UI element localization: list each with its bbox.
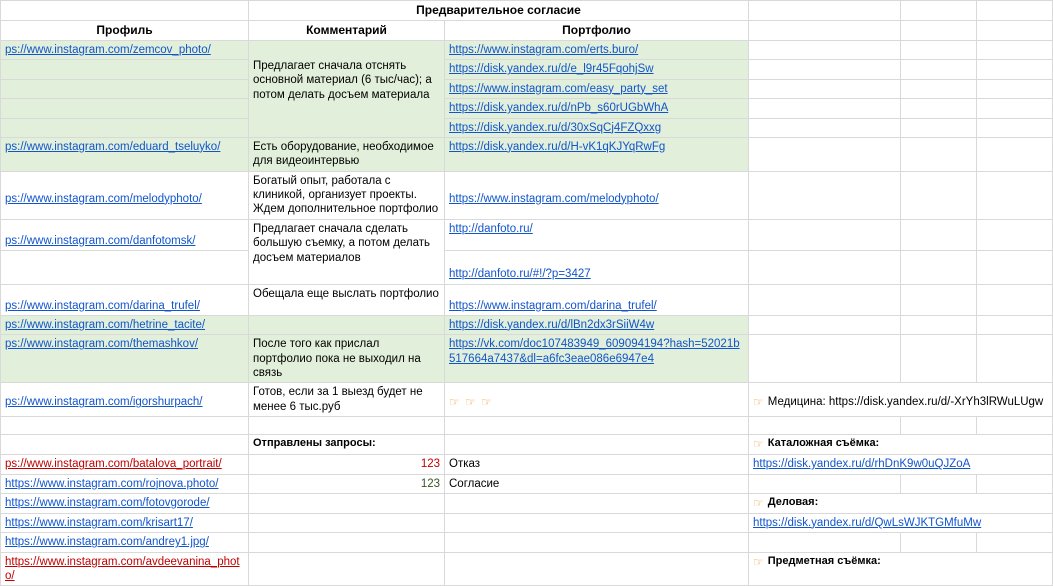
empty-cell[interactable] (749, 335, 901, 383)
empty-cell[interactable] (977, 284, 1053, 315)
status-cell[interactable]: Отказ (445, 455, 749, 474)
table-row (1, 137, 1053, 171)
note-text: Медицина: https://disk.yandex.ru/d/-XrYh3lRWuLUgw (767, 396, 1044, 409)
empty-cell[interactable] (1, 417, 249, 435)
profile-link[interactable]: ps://www.instagram.com/hetrine_tacite/ (5, 318, 206, 331)
empty-cell[interactable] (445, 435, 749, 455)
comment-text: Предлагает сначала сделать большую съемку, а потом делать досъем материалов (253, 222, 431, 264)
table-row (1, 219, 1053, 250)
profile-cell[interactable] (1, 79, 249, 98)
portfolio-link[interactable]: http://danfoto.ru/ (449, 222, 533, 235)
empty-cell[interactable] (977, 171, 1053, 219)
hand-pointer-icon: ☞ (753, 554, 765, 569)
portfolio-cell[interactable] (445, 219, 749, 250)
profile-link[interactable]: https://www.instagram.com/andrey1.jpg/ (5, 536, 209, 549)
category-cell[interactable] (749, 493, 1053, 513)
comment-cell[interactable] (249, 171, 445, 219)
comment-text: Обещала еще выслать портфолио (253, 287, 439, 300)
header-portfolio: Портфолио (445, 21, 749, 41)
empty-cell[interactable] (749, 60, 901, 79)
empty-cell[interactable] (749, 284, 901, 315)
portfolio-link[interactable]: https://www.instagram.com/darina_trufel/ (449, 299, 657, 312)
profile-link[interactable]: ps://www.instagram.com/eduard_tseluyko/ (5, 140, 221, 153)
empty-cell[interactable] (977, 118, 1053, 137)
hand-pointer-icon: ☞ (753, 495, 765, 510)
profile-cell[interactable] (1, 41, 249, 60)
empty-cell[interactable] (977, 474, 1053, 493)
profile-cell[interactable] (1, 533, 249, 552)
spacer-row (1, 417, 1053, 435)
empty-cell[interactable] (977, 417, 1053, 435)
empty-cell[interactable] (901, 1, 977, 21)
comment-cell[interactable] (249, 137, 445, 171)
profile-link[interactable]: https://www.instagram.com/krisart17/ (5, 516, 193, 529)
profile-cell[interactable] (1, 493, 249, 513)
profile-link[interactable]: ps://www.instagram.com/themashkov/ (5, 338, 199, 351)
status-cell[interactable] (445, 533, 749, 552)
empty-cell[interactable] (901, 315, 977, 334)
portfolio-cell[interactable] (445, 99, 749, 118)
category-link[interactable]: https://disk.yandex.ru/d/rhDnK9w0uQJZoA (753, 458, 971, 471)
banner-title: Предварительное согласие (249, 1, 749, 21)
number-cell[interactable] (249, 552, 445, 586)
comment-text: После того как прислал портфолио пока не выходил на связь (253, 338, 421, 379)
number-cell[interactable] (249, 513, 445, 532)
profile-link[interactable]: ps://www.instagram.com/melodyphoto/ (5, 192, 202, 205)
empty-cell[interactable] (749, 474, 901, 493)
list-item (1, 493, 1053, 513)
empty-cell[interactable] (445, 417, 749, 435)
profile-cell[interactable] (1, 455, 249, 474)
category-label: Каталожная съёмка: (767, 437, 880, 450)
empty-cell[interactable] (901, 60, 977, 79)
empty-cell[interactable] (977, 1, 1053, 21)
table-row (1, 118, 1053, 137)
comment-cell[interactable] (249, 315, 445, 334)
empty-cell[interactable] (749, 219, 901, 250)
table-row (1, 335, 1053, 383)
profile-cell[interactable] (1, 137, 249, 171)
number-cell[interactable]: 123 (249, 474, 445, 493)
empty-cell[interactable] (977, 41, 1053, 60)
profile-cell[interactable] (1, 474, 249, 493)
header-comment: Комментарий (249, 21, 445, 41)
empty-cell[interactable] (749, 21, 901, 41)
portfolio-cell[interactable] (445, 118, 749, 137)
empty-cell[interactable] (977, 219, 1053, 250)
profile-cell[interactable] (1, 219, 249, 250)
requests-label-row (1, 435, 1053, 455)
empty-cell[interactable] (1, 1, 249, 21)
column-header-row (1, 21, 1053, 41)
empty-cell[interactable] (749, 137, 901, 171)
empty-cell[interactable] (977, 99, 1053, 118)
empty-cell[interactable] (749, 251, 901, 284)
category-label: Деловая: (767, 495, 819, 508)
category-link-cell[interactable] (749, 455, 1053, 474)
profile-cell[interactable] (1, 284, 249, 315)
comment-cell[interactable] (249, 284, 445, 315)
empty-cell[interactable] (977, 533, 1053, 552)
profile-link[interactable]: https://www.instagram.com/avdeevanina_photo/ (5, 555, 240, 582)
empty-cell[interactable] (977, 137, 1053, 171)
empty-cell[interactable] (901, 251, 977, 284)
profile-cell[interactable] (1, 60, 249, 79)
portfolio-link[interactable]: http://danfoto.ru/#!/?p=3427 (449, 268, 591, 281)
empty-cell[interactable] (749, 171, 901, 219)
portfolio-cell[interactable] (445, 251, 749, 284)
empty-cell[interactable] (749, 99, 901, 118)
empty-cell[interactable] (901, 533, 977, 552)
portfolio-cell[interactable] (445, 315, 749, 334)
empty-cell[interactable] (977, 60, 1053, 79)
profile-cell[interactable] (1, 251, 249, 284)
portfolio-cell[interactable] (445, 41, 749, 60)
portfolio-link[interactable]: https://vk.com/doc107483949_609094194?hash=52021b517664a7437&dl=a6fc3eae086e6947e4 (449, 338, 740, 365)
portfolio-link[interactable]: https://www.instagram.com/erts.buro/ (449, 44, 639, 56)
status-cell[interactable] (445, 513, 749, 532)
empty-cell[interactable] (977, 21, 1053, 41)
empty-cell[interactable] (901, 284, 977, 315)
portfolio-cell[interactable] (445, 137, 749, 171)
empty-cell[interactable] (749, 79, 901, 98)
table-row (1, 251, 1053, 284)
empty-cell[interactable] (1, 435, 249, 455)
portfolio-link[interactable]: https://disk.yandex.ru/d/nPb_s60rUGbWhA (449, 102, 669, 115)
empty-cell[interactable] (901, 137, 977, 171)
profile-cell[interactable] (1, 552, 249, 586)
empty-cell[interactable] (249, 417, 445, 435)
profile-cell[interactable] (1, 335, 249, 383)
portfolio-cell[interactable] (445, 335, 749, 383)
table-row (1, 41, 1053, 60)
empty-cell[interactable] (901, 219, 977, 250)
profile-link[interactable]: ps://www.instagram.com/danfotomsk/ (5, 234, 196, 247)
portfolio-link[interactable]: https://www.instagram.com/melodyphoto/ (449, 192, 659, 205)
profile-link[interactable]: ps://www.instagram.com/igorshurpach/ (5, 396, 203, 409)
list-item (1, 513, 1053, 532)
list-item (1, 455, 1053, 474)
portfolio-link[interactable]: https://disk.yandex.ru/d/30xSqCj4FZQxxg (449, 121, 662, 134)
portfolio-link[interactable]: https://disk.yandex.ru/d/lBn2dx3rSiiW4w (449, 318, 655, 331)
table-row (1, 171, 1053, 219)
table-row (1, 383, 1053, 417)
comment-cell[interactable] (249, 41, 445, 138)
empty-cell[interactable] (901, 41, 977, 60)
category-link-cell[interactable] (749, 513, 1053, 532)
list-item (1, 533, 1053, 552)
profile-link[interactable]: https://www.instagram.com/fotovgorode/ (5, 496, 210, 509)
profile-cell[interactable] (1, 315, 249, 334)
profile-link[interactable]: ps://www.instagram.com/batalova_portrait/ (5, 458, 222, 471)
profile-cell[interactable] (1, 171, 249, 219)
empty-cell[interactable] (901, 335, 977, 383)
number-cell[interactable] (249, 533, 445, 552)
comment-cell[interactable] (249, 219, 445, 284)
empty-cell[interactable] (901, 417, 977, 435)
profile-link[interactable]: https://www.instagram.com/rojnova.photo/ (5, 477, 219, 490)
hand-pointer-icon: ☞ (753, 395, 765, 410)
empty-cell[interactable] (977, 335, 1053, 383)
empty-cell[interactable] (901, 99, 977, 118)
empty-cell[interactable] (749, 533, 901, 552)
portfolio-cell[interactable] (445, 60, 749, 79)
empty-cell[interactable] (901, 118, 977, 137)
portfolio-cell[interactable] (445, 383, 749, 417)
empty-cell[interactable] (749, 118, 901, 137)
header-profile: Профиль (1, 21, 249, 41)
category-label: Предметная съёмка: (767, 554, 881, 567)
comment-cell[interactable] (249, 383, 445, 417)
table-row (1, 79, 1053, 98)
profile-cell[interactable] (1, 513, 249, 532)
profile-link[interactable]: ps://www.instagram.com/zemcov_photo/ (5, 44, 211, 56)
empty-cell[interactable] (901, 171, 977, 219)
empty-cell[interactable] (977, 251, 1053, 284)
banner-row (1, 1, 1053, 21)
note-cell[interactable] (749, 383, 1053, 417)
portfolio-link[interactable]: https://disk.yandex.ru/d/H-vK1qKJYqRwFg (449, 140, 666, 153)
category-link[interactable]: https://disk.yandex.ru/d/QwLsWJKTGMfuMw (753, 516, 982, 529)
status-cell[interactable] (445, 552, 749, 586)
table-row (1, 284, 1053, 315)
table-row (1, 99, 1053, 118)
comment-cell[interactable] (249, 335, 445, 383)
category-cell[interactable] (749, 552, 1053, 586)
number-cell[interactable]: 123 (249, 455, 445, 474)
comment-text: Готов, если за 1 выезд будет не менее 6 тыс.руб (253, 386, 423, 413)
status-cell[interactable]: Согласие (445, 474, 749, 493)
list-item (1, 552, 1053, 586)
comment-text: Богатый опыт, работала с клиникой, организует проекты. Ждем дополнительное портфолио (253, 174, 439, 216)
comment-text: Есть оборудование, необходимое для видеоинтервью (253, 140, 434, 168)
empty-cell[interactable] (901, 474, 977, 493)
empty-cell[interactable] (901, 79, 977, 98)
requests-label: Отправлены запросы: (249, 435, 445, 455)
portfolio-cell[interactable] (445, 284, 749, 315)
number-cell[interactable] (249, 493, 445, 513)
table-row (1, 315, 1053, 334)
empty-cell[interactable] (977, 79, 1053, 98)
portfolio-cell[interactable] (445, 171, 749, 219)
portfolio-link[interactable]: https://disk.yandex.ru/d/e_l9r45FqohjSw (449, 63, 654, 76)
empty-cell[interactable] (977, 315, 1053, 334)
profile-link[interactable]: ps://www.instagram.com/darina_trufel/ (5, 299, 200, 312)
profile-cell[interactable] (1, 99, 249, 118)
list-item (1, 474, 1053, 493)
hand-pointer-icon: ☞ ☞ ☞ (449, 395, 493, 410)
empty-cell[interactable] (749, 41, 901, 60)
empty-cell[interactable] (749, 315, 901, 334)
table-row (1, 60, 1053, 79)
portfolio-link[interactable]: https://www.instagram.com/easy_party_set (449, 82, 668, 95)
empty-cell[interactable] (749, 417, 901, 435)
status-cell[interactable] (445, 493, 749, 513)
portfolio-cell[interactable] (445, 79, 749, 98)
profile-cell[interactable] (1, 118, 249, 137)
profile-cell[interactable] (1, 383, 249, 417)
comment-text: Предлагает сначала отснять основной материал (6 тыс/час); а потом делать досъем материала (253, 60, 432, 101)
category-cell[interactable] (749, 435, 1053, 455)
empty-cell[interactable] (901, 21, 977, 41)
empty-cell[interactable] (749, 1, 901, 21)
hand-pointer-icon: ☞ (753, 437, 765, 452)
